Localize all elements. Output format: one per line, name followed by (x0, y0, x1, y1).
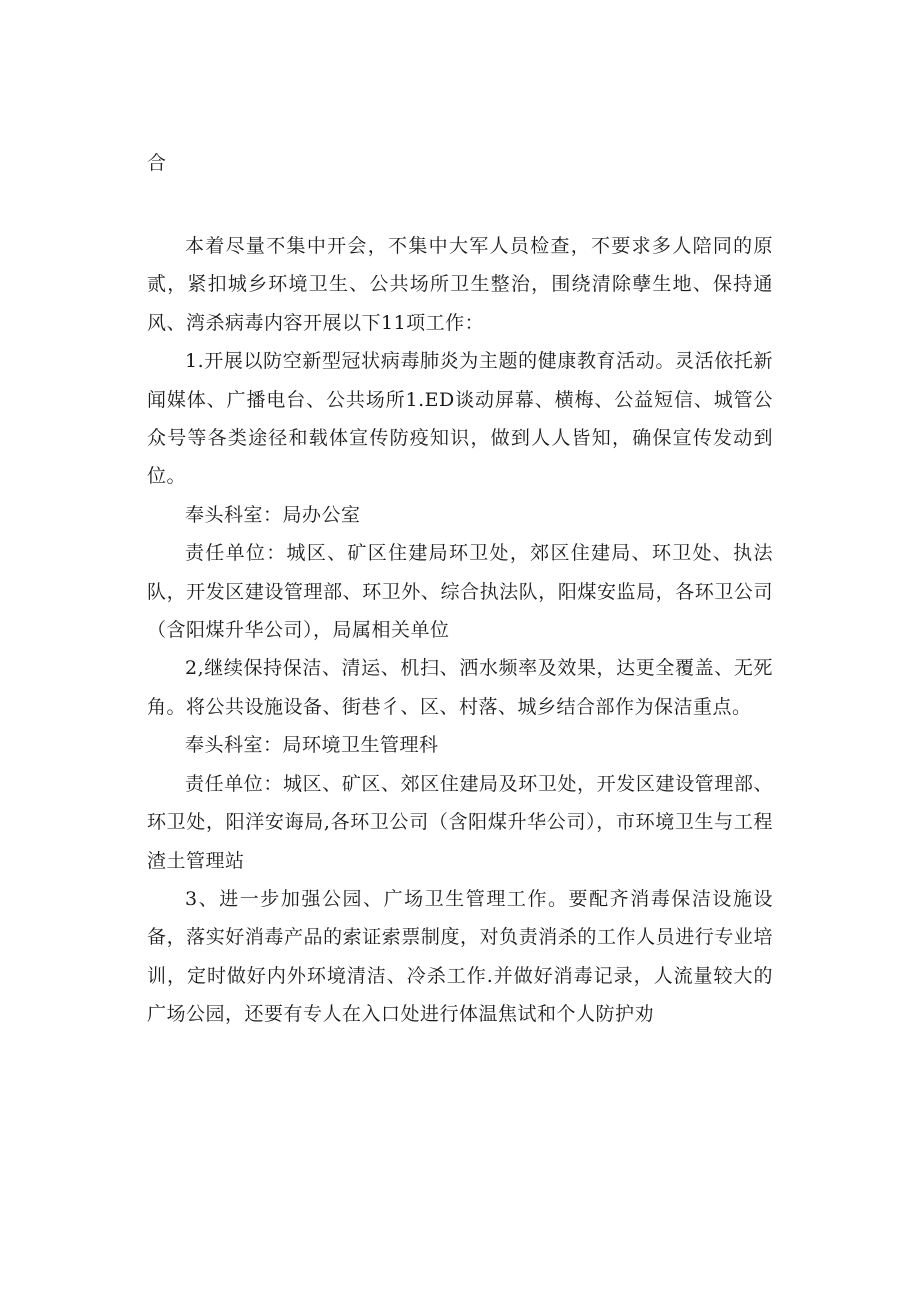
item-2-responsible-units: 责任单位：城区、矿区、郊区住建局及环卫处，开发区建设管理部、环卫处，阳洋安诲局,各环卫公司（含阳煤升华公司），市环境卫生与工程渣土管理站 (147, 772, 773, 872)
item-2-paragraph: 2,继续保持保洁、清运、机扫、洒水频率及效果，达更全覆盖、无死角。将公共设施设备、街巷彳、区、村落、城乡结合部作为保洁重点。 (147, 657, 773, 718)
item-1-paragraph: 1.开展以防空新型冠状病毒肺炎为主题的健康教育活动。灵活依托新闻媒体、广播电台、公共场所1.ED谈动屏幕、横梅、公益短信、城管公众号等各类途径和载体宣传防疫知识，做到人人皆知，确保宣传发动到位。 (147, 350, 773, 488)
page-top-fragment: 合 (147, 152, 167, 174)
item-3-paragraph: 3、进一步加强公园、广场卫生管理工作。要配齐消毒保洁设施设备，落实好消毒产品的索证索票制度，对负责消杀的工作人员进行专业培训，定时做好内外环境清洁、冷杀工作.并做好消毒记录，人流量较大的广场公园，还要有专人在入口处进行体温焦试和个人防护劝 (147, 887, 773, 1026)
item-2-lead-office: 奉头科室：局环境卫生管理科 (185, 734, 439, 757)
document-body (147, 227, 773, 1034)
item-1-lead-office: 奉头科室：局办公室 (185, 503, 361, 526)
item-1-responsible-units: 责任单位：城区、矿区住建局环卫处，郊区住建局、环卫处、执法队，开发区建设管理部、环卫外、综合执法队，阳煤安监局，各环卫公司（含阳煤升华公司），局属相关单位 (147, 542, 773, 642)
intro-paragraph: 本着尽量不集中开会，不集中大军人员检查，不要求多人陪同的原贰，紧扣城乡环境卫生、公共场所卫生整治，围绕清除孽生地、保持通风、湾杀病毒内容开展以下11项工作： (147, 235, 773, 334)
